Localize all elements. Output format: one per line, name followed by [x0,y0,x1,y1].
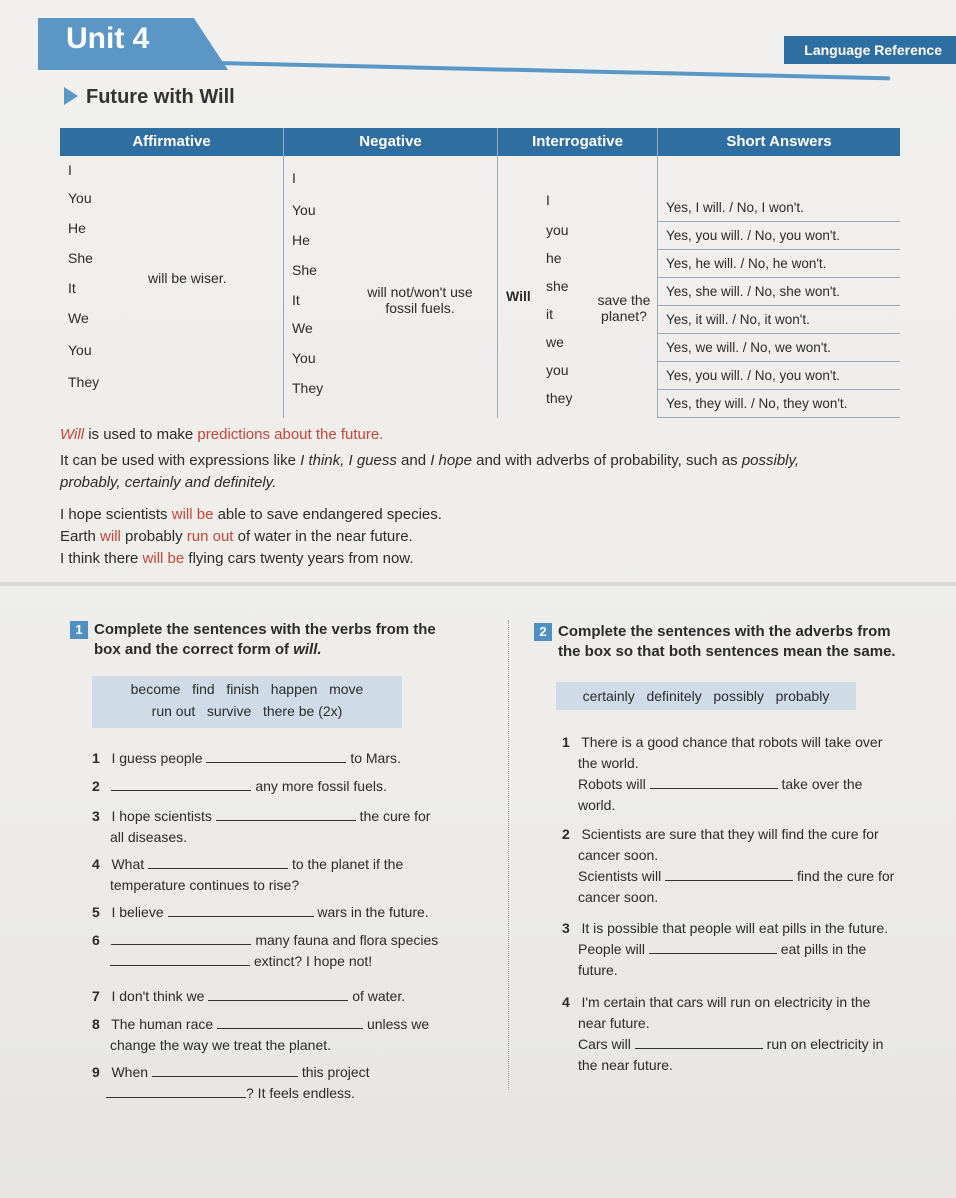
neg-pronoun: We [292,320,313,336]
neg-pronoun: You [292,202,316,218]
exercise-1-instructions: 1 Complete the sentences with the verbs from the box and the correct form of will. [70,620,436,660]
affirmative-column [60,128,284,418]
note-expressions: It can be used with expressions like I think, I guess and I hope and with adverbs of probability, such as possibly, probably, certainly and definitely. [60,452,800,491]
answer-blank[interactable] [216,808,356,821]
header-rule [170,60,890,80]
answer-blank[interactable] [650,776,778,789]
exercise-number-badge: 1 [70,621,88,639]
neg-phrase: will not/won't use fossil fuels. [367,284,473,316]
exercise-item: 5 I believe wars in the future. [92,904,429,920]
neg-pronoun: She [292,262,317,278]
example-sentence: I hope scientists will be able to save endangered species. [60,506,442,523]
int-pronoun: they [546,390,573,406]
negative-column [284,128,498,418]
neg-pronoun: He [292,232,310,248]
answer-blank[interactable] [106,1085,246,1098]
negative-heading: Negative [284,128,497,156]
interrogative-column [498,128,658,418]
exercise-item: 3 I hope scientists the cure for all diseases. [92,808,431,845]
word-box: become find finish happen move run out survive there be (2x) [92,676,402,728]
neg-pronoun: They [292,380,324,396]
int-pronoun: you [546,362,569,378]
answer-blank[interactable] [649,941,777,954]
exercise-2-instructions: 2 Complete the sentences with the adverbs from the box so that both sentences mean the same. [534,622,896,662]
int-pronoun: he [546,250,562,266]
answer-blank[interactable] [208,988,348,1001]
arrow-icon [64,87,78,105]
section-divider [0,582,956,586]
exercise-item: 8 The human race unless we change the way we treat the planet. [92,1016,430,1053]
short-answer-row: Yes, it will. / No, it won't. [658,306,900,334]
interrogative-heading: Interrogative [498,128,657,156]
answer-blank[interactable] [635,1036,763,1049]
will-word: Will [506,288,531,304]
short-answer-row: Yes, you will. / No, you won't. [658,362,900,390]
answer-blank[interactable] [206,750,346,763]
aff-phrase: will be wiser. [148,270,227,286]
answer-blank[interactable] [148,856,288,869]
neg-pronoun: It [292,292,300,308]
exercise-item: 1 There is a good chance that robots will take over the world. Robots will take over the world. [562,734,883,813]
neg-pronoun: You [292,350,316,366]
answer-blank[interactable] [152,1064,298,1077]
aff-pronoun: I [68,162,72,178]
exercise-item: 4 What to the planet if the temperature continues to rise? [92,856,404,893]
short-answer-row: Yes, he will. / No, he won't. [658,250,900,278]
aff-pronoun: We [68,310,89,326]
short-answers-heading: Short Answers [658,128,900,156]
adverb-box: certainly definitely possibly probably [556,682,856,710]
exercise-item: 2 Scientists are sure that they will find the cure for cancer soon. Scientists will find the cure for cancer soon. [562,826,895,905]
example-sentence: Earth will probably run out of water in the near future. [60,528,413,545]
affirmative-heading: Affirmative [60,128,283,156]
aff-pronoun: You [68,342,92,358]
aff-pronoun: They [68,374,100,390]
example-sentence: I think there will be flying cars twenty years from now. [60,550,414,567]
exercise-item: 7 I don't think we of water. [92,988,406,1004]
exercise-item: 6 many fauna and flora species extinct? I hope not! [92,932,439,969]
note-usage: Will is used to make predictions about the future. [60,426,384,443]
exercise-item: 4 I'm certain that cars will run on electricity in the near future. Cars will run on electricity in the near future. [562,994,884,1073]
int-pronoun: it [546,306,553,322]
exercise-item: 3 It is possible that people will eat pills in the future. People will eat pills in the future. [562,920,889,978]
answer-blank[interactable] [665,868,793,881]
aff-pronoun: He [68,220,86,236]
short-answer-row: Yes, we will. / No, we won't. [658,334,900,362]
exercise-item: 1 I guess people to Mars. [92,750,401,766]
short-answer-row: Yes, they will. / No, they won't. [658,390,900,418]
int-pronoun: I [546,192,550,208]
short-answers-column [658,128,900,418]
aff-pronoun: She [68,250,93,266]
unit-title: Unit 4 [66,22,150,55]
aff-pronoun: It [68,280,76,296]
int-pronoun: we [546,334,564,350]
int-pronoun: she [546,278,569,294]
grammar-table [60,128,900,418]
short-answer-row: Yes, you will. / No, you won't. [658,222,900,250]
short-answer-row: Yes, she will. / No, she won't. [658,278,900,306]
short-answer-row: Yes, I will. / No, I won't. [658,194,900,222]
column-divider [508,620,509,1090]
answer-blank[interactable] [168,904,314,917]
aff-pronoun: You [68,190,92,206]
grammar-title: Future with Will [64,86,235,109]
answer-blank[interactable] [217,1016,363,1029]
answer-blank[interactable] [111,778,251,791]
exercise-item: 9 When this project ? It feels endless. [92,1064,370,1101]
int-pronoun: you [546,222,569,238]
answer-blank[interactable] [110,953,250,966]
exercise-item: 2 any more fossil fuels. [92,778,387,794]
int-phrase: save the planet? [597,292,651,324]
answer-blank[interactable] [111,932,251,945]
exercise-number-badge: 2 [534,623,552,641]
section-label: Language Reference [784,36,956,64]
neg-pronoun: I [292,170,296,186]
